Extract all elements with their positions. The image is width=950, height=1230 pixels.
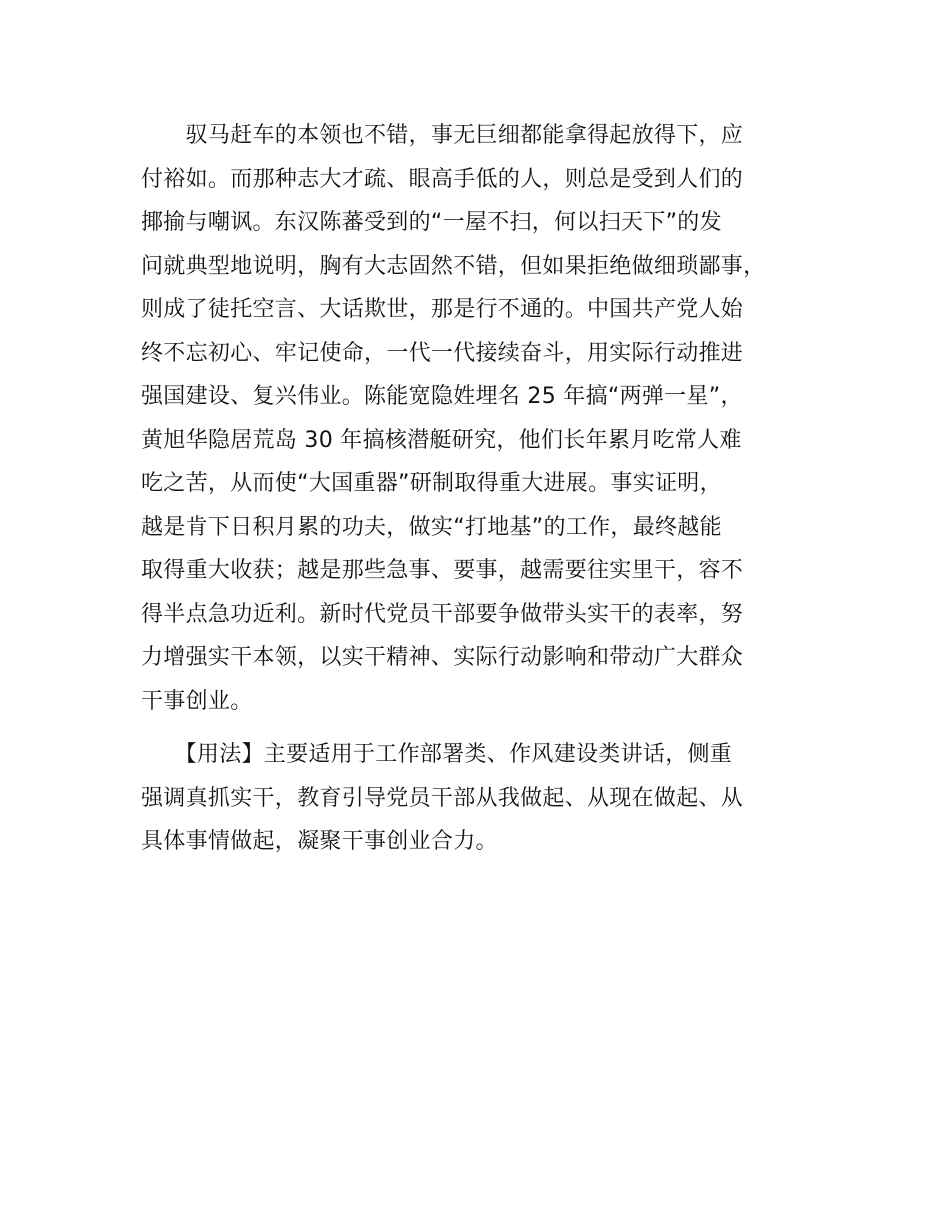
text-line: 揶揄与嘲讽。东汉陈蕃受到的“一屋不扫，何以扫天下”的发 (141, 210, 722, 235)
paragraph-spacer (141, 723, 831, 733)
text-line: 【用法】主要适用于工作部署类、作风建设类讲话，侧重 (141, 742, 733, 767)
text-line: 驭马赶车的本领也不错，事无巨细都能拿得起放得下，应 (141, 123, 744, 148)
document-body (141, 114, 831, 864)
text-line: 干事创业。 (141, 688, 253, 714)
text-line: 具体事情做起，凝聚干事创业合力。 (141, 829, 498, 854)
text-line: 得半点急功近利。新时代党员干部要争做带头实干的表率，努 (141, 601, 744, 627)
text-line: 越是肯下日积月累的功夫，做实“打地基”的工作，最终越能 (141, 514, 722, 540)
text-line: 终不忘初心、牢记使命，一代一代接续奋斗，用实际行动推进 (141, 340, 744, 366)
text-line: 取得重大收获；越是那些急事、要事，越需要往实里干，容不 (141, 558, 744, 583)
text-line: 问就典型地说明，胸有大志固然不错，但如果拒绝做细琐鄙事， (141, 253, 766, 279)
text-line: 力增强实干本领，以实干精神、实际行动影响和带动广大群众 (141, 645, 744, 670)
text-line: 吃之苦，从而使“大国重器”研制取得重大进展。事实证明， (141, 471, 722, 496)
text-line: 付裕如。而那种志大才疏、眼高手低的人，则总是受到人们的 (141, 166, 744, 192)
text-line: 强国建设、复兴伟业。陈能宽隐姓埋名 25 年搞“两弹一星”， (141, 384, 743, 409)
text-line: 则成了徒托空言、大话欺世，那是行不通的。中国共产党人始 (141, 297, 744, 322)
text-line: 黄旭华隐居荒岛 30 年搞核潜艇研究，他们长年累月吃常人难 (141, 427, 742, 453)
text-line: 强调真抓实干，教育引导党员干部从我做起、从现在做起、从 (141, 785, 744, 811)
paragraph-1 (141, 114, 831, 723)
paragraph-2 (141, 733, 831, 864)
